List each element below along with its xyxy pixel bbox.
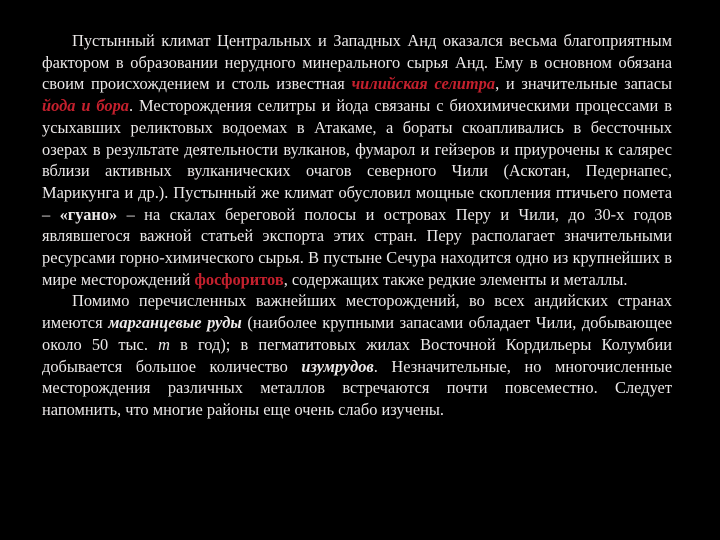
p1-text-5: , содержащих также редкие элементы и металлы. (283, 269, 628, 289)
p1-text-1: Пустынный климат Центральных и Западных Анд оказался весьма благоприятным фактором в образовании нерудного минерального сырья Анд. Ему в основном обязана своим происхождением и столь известная (42, 31, 672, 94)
body-text (42, 30, 672, 421)
highlight-chile-saltpeter: чилийская селитра (351, 74, 496, 94)
highlight-guano: «гуано» (59, 204, 118, 224)
paragraph-2 (42, 290, 672, 420)
p2-text-4: . Незначительные, но многочисленные месторождения различных металлов встречаются почти повсеместно. Следует напомнить, что многие районы еще очень слабо изучены. (42, 356, 672, 419)
p1-text-4: – на скалах береговой полосы и островах Перу и Чили, до 30-х годов являвшегося важной статьей экспорта этих стран. Перу располагает значительными ресурсами горно-химического сырья. В пустыне Сечура находится одно из крупнейших в мире месторождений (42, 204, 672, 289)
highlight-manganese: марганцевые руды (108, 313, 242, 333)
p2-text-1: Помимо перечисленных важнейших месторождений, во всех андийских странах имеются (42, 291, 672, 333)
p1-text-3: . Месторождения селитры и йода связаны с биохимическими процессами в усыхавших реликтовых водоемах в Атакаме, а бораты скоапливались в бессточных озерах в результате деятельности вулканов, фумарол и гейзеров и приурочены к салярес вблизи активных вулканических очагов северного Чили (Аскотан, Педернапес, Марикунга и др.). Пустынный же климат обусловил мощные скопления птичьего помета – (42, 96, 672, 224)
highlight-emeralds: изумрудов (301, 356, 374, 376)
p2-text-3: в год); в пегматитовых жилах Восточной Кордильеры Колумбии добывается большое количество (42, 334, 672, 376)
unit-t: т (158, 334, 170, 354)
highlight-phosphorites: фосфоритов (194, 269, 284, 289)
highlight-iodine-boron: йода и бора (42, 96, 129, 116)
p2-text-2: (наиболее крупными запасами обладает Чили, добывающее около 50 тыс. (42, 313, 672, 354)
p1-text-2: , и значительные запасы (495, 74, 672, 94)
paragraph-1 (42, 30, 672, 290)
